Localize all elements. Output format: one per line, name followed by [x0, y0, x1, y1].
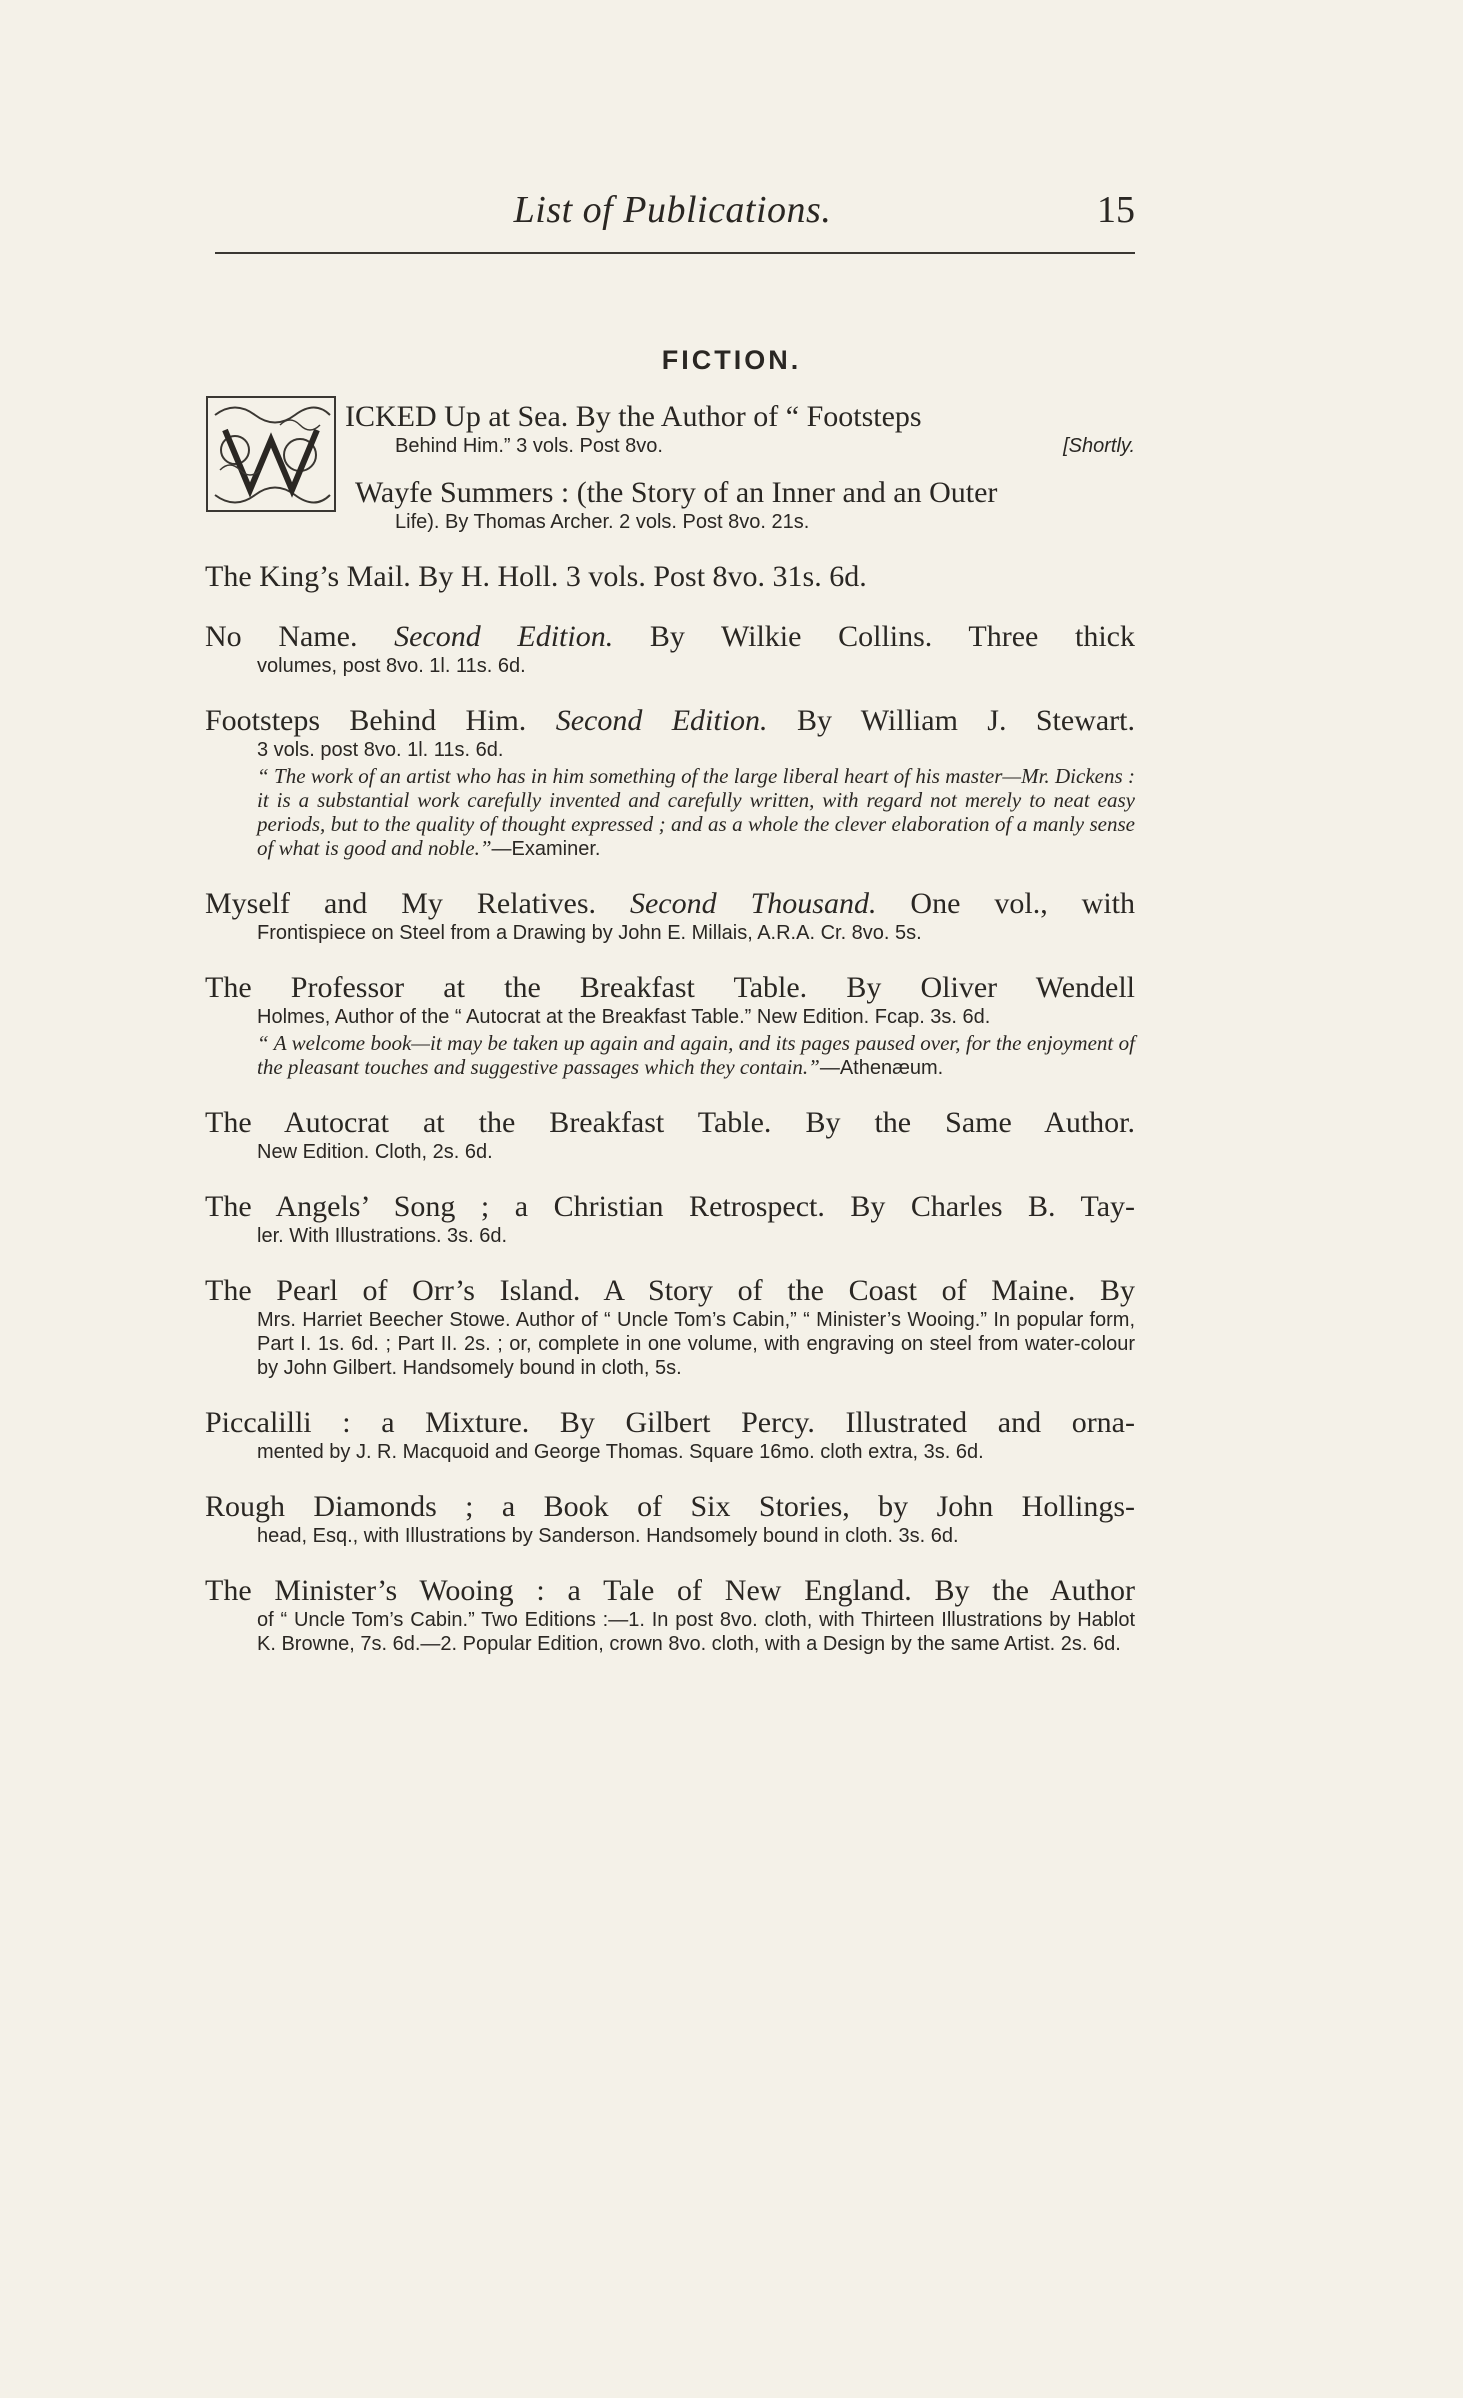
entry-title: ICKED Up at Sea. By the Author of “ Footsteps [345, 400, 922, 433]
list-item [205, 1190, 1135, 1248]
list-item [205, 887, 1135, 945]
list-item [205, 704, 1135, 861]
entry-note: [Shortly. [1063, 435, 1135, 457]
entry-detail: of “ Uncle Tom’s Cabin.” Two Editions :—1. In post 8vo. cloth, with Thirteen Illustrations by Hablot K. Browne, 7s. 6d.—2. Popular Edition, crown 8vo. cloth, with a Design by the same Artist. 2s. 6d. [257, 1609, 1135, 1655]
list-item [205, 1406, 1135, 1464]
entry-detail: Mrs. Harriet Beecher Stowe. Author of “ Uncle Tom’s Cabin,” “ Minister’s Wooing.” In popular form, Part I. 1s. 6d. ; Part II. 2s. ; or, complete in one volume, with engraving on steel from water-colour by John Gilbert. Handsomely bound in cloth, 5s. [257, 1309, 1135, 1379]
entry-detail: Behind Him.” 3 vols. Post 8vo. [395, 435, 663, 457]
running-title: List of Publications. [513, 189, 832, 231]
entry-detail: 3 vols. post 8vo. 1l. 11s. 6d. [257, 739, 504, 761]
quote-source: —Athenæum. [819, 1057, 944, 1079]
entry-detail: New Edition. Cloth, 2s. 6d. [257, 1141, 493, 1163]
list-item [205, 1274, 1135, 1380]
running-head [210, 188, 1135, 238]
entry-title: The Professor at the Breakfast Table. By Oliver Wendell [205, 971, 1135, 1004]
page-number: 15 [1097, 189, 1135, 231]
list-item [205, 620, 1135, 678]
review-quote: “ The work of an artist who has in him something of the large liberal heart of his master—Mr. Dickens : it is a substantial work carefully invented and carefully written, with regard not merely to neat easy periods, but to the quality of thought expressed ; and as a whole the clever elaboration of a manly sense of what is good and noble.”—Examiner. [257, 764, 1135, 860]
entry-title: Rough Diamonds ; a Book of Six Stories, by John Hollings- [205, 1490, 1135, 1523]
publication-list [205, 400, 1135, 1682]
decorative-initial-icon [205, 395, 337, 513]
entry-title: Piccalilli : a Mixture. By Gilbert Percy. Illustrated and orna- [205, 1406, 1135, 1439]
list-item [205, 400, 1135, 534]
list-item [205, 1106, 1135, 1164]
entry-title: The Minister’s Wooing : a Tale of New England. By the Author [205, 1574, 1135, 1607]
list-item [205, 1574, 1135, 1656]
entry-detail: Life). By Thomas Archer. 2 vols. Post 8vo. 21s. [395, 511, 810, 533]
entry-title: Myself and My Relatives. Second Thousand. One vol., with [205, 887, 1135, 920]
entry-title: The Pearl of Orr’s Island. A Story of the Coast of Maine. By [205, 1274, 1135, 1307]
entry-detail: ler. With Illustrations. 3s. 6d. [257, 1225, 508, 1247]
entry-title: The Angels’ Song ; a Christian Retrospect. By Charles B. Tay- [205, 1190, 1135, 1223]
list-item [205, 971, 1135, 1080]
entry-detail: volumes, post 8vo. 1l. 11s. 6d. [257, 655, 526, 677]
entry-detail: Holmes, Author of the “ Autocrat at the Breakfast Table.” New Edition. Fcap. 3s. 6d. [257, 1006, 991, 1028]
entry-title: No Name. Second Edition. By Wilkie Collins. Three thick [205, 620, 1135, 653]
entry-title: Footsteps Behind Him. Second Edition. By William J. Stewart. [205, 704, 1135, 737]
list-item [205, 1490, 1135, 1548]
review-quote: “ A welcome book—it may be taken up again and again, and its pages paused over, for the enjoyment of the pleasant touches and suggestive passages which they contain.”—Athenæum. [257, 1031, 1135, 1079]
entry-title: The King’s Mail. By H. Holl. 3 vols. Post 8vo. 31s. 6d. [205, 560, 867, 593]
entry-detail: Frontispiece on Steel from a Drawing by John E. Millais, A.R.A. Cr. 8vo. 5s. [257, 922, 922, 944]
entry-title: Wayfe Summers : (the Story of an Inner and an Outer [355, 476, 998, 509]
quote-source: —Examiner. [491, 838, 601, 860]
entry-detail: mented by J. R. Macquoid and George Thomas. Square 16mo. cloth extra, 3s. 6d. [257, 1441, 984, 1463]
list-item [205, 560, 1135, 594]
section-heading: FICTION. [661, 345, 802, 375]
header-rule [215, 252, 1135, 254]
entry-detail: head, Esq., with Illustrations by Sanderson. Handsomely bound in cloth. 3s. 6d. [257, 1525, 959, 1547]
entry-title: The Autocrat at the Breakfast Table. By the Same Author. [205, 1106, 1135, 1139]
